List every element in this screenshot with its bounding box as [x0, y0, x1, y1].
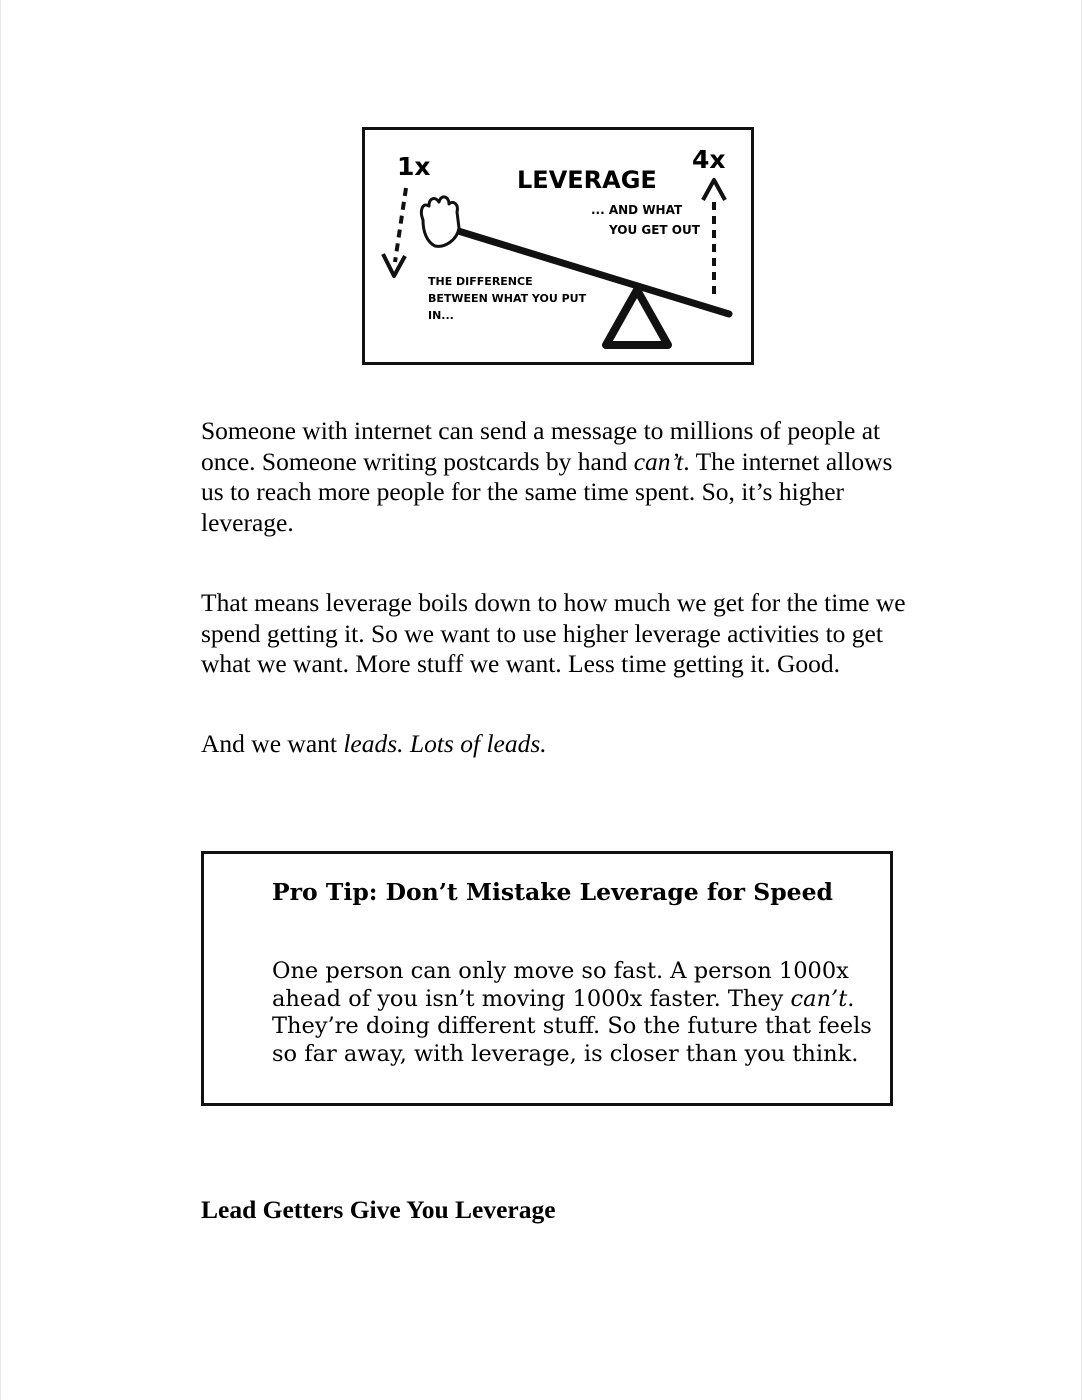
- leverage-illustration: [362, 127, 754, 365]
- left-multiplier-label: 1x: [397, 152, 431, 181]
- paragraph-leverage-definition: That means leverage boils down to how much we get for the time we spend getting it. So we want to use higher leverage activities to get what we want. More stuff we want. Less time getting it. Good.: [201, 588, 906, 678]
- paragraph-text: And we want: [201, 729, 344, 758]
- emphasis-text: can’t: [790, 985, 848, 1012]
- right-caption-line-1: ... AND WHAT: [591, 203, 683, 217]
- emphasis-text: leads. Lots of leads.: [343, 729, 547, 758]
- paragraph-text: . The internet allows us to reach more people for the same time spent. So, it’s higher leverage.: [201, 446, 893, 537]
- pro-tip-body: [272, 958, 872, 1068]
- down-arrow-shaft: [395, 188, 406, 262]
- left-caption-line-2: BETWEEN WHAT YOU PUT: [428, 292, 587, 305]
- seesaw-drawing: [365, 130, 751, 362]
- up-arrow-head-icon: [703, 180, 725, 200]
- right-caption-line-2: YOU GET OUT: [609, 223, 700, 237]
- figure-title: LEVERAGE: [517, 166, 657, 194]
- pro-tip-title: Pro Tip: Don’t Mistake Leverage for Speed: [272, 878, 833, 906]
- paragraph-text: Someone with internet can send a message to millions of people at once. Someone writing postcards by hand: [201, 416, 881, 476]
- emphasis-text: can’t: [633, 446, 684, 476]
- paragraph-internet-leverage: [201, 416, 921, 538]
- pro-tip-text: . They’re doing different stuff. So the future that feels so far away, with leverage, is closer than you think.: [272, 985, 872, 1067]
- right-multiplier-label: 4x: [692, 145, 726, 174]
- left-caption-line-3: IN...: [428, 309, 454, 322]
- hand-icon: [421, 197, 459, 246]
- pro-tip-text: One person can only move so fast. A person 1000x ahead of you isn’t moving 1000x faster. They: [272, 958, 849, 1012]
- left-caption-line-1: THE DIFFERENCE: [428, 275, 533, 288]
- fulcrum-triangle: [606, 290, 668, 345]
- pro-tip-box: [201, 851, 893, 1106]
- section-heading: Lead Getters Give You Leverage: [201, 1195, 556, 1224]
- paragraph-want-leads: [201, 729, 921, 760]
